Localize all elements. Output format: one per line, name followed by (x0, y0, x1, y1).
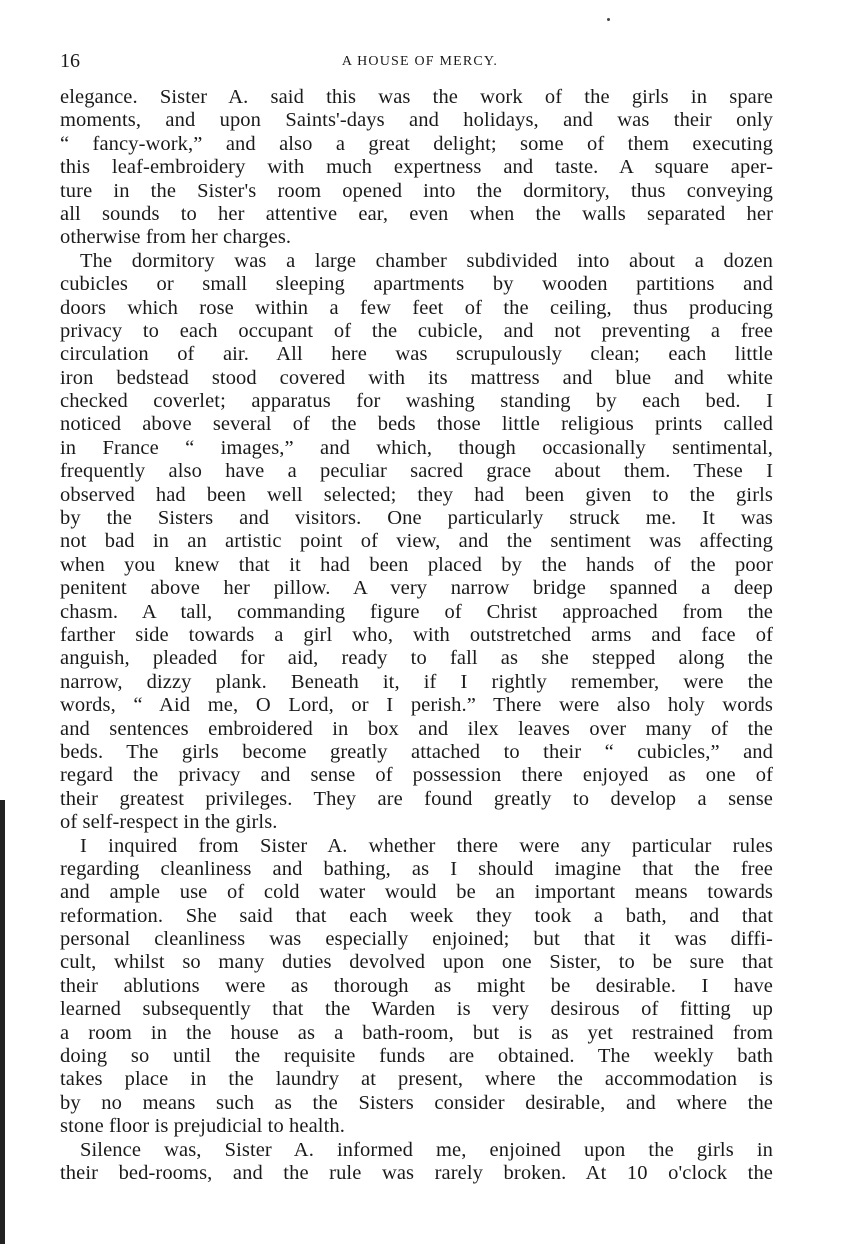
text-line: doors which rose within a few feet of the ceiling, thus producing (60, 296, 773, 319)
text-line: elegance. Sister A. said this was the work of the girls in spare (60, 86, 773, 108)
text-line: and sentences embroidered in box and ilex leaves over many of the (60, 717, 773, 740)
text-line: and ample use of cold water would be an important means towards (60, 881, 773, 904)
text-line: when you knew that it had been placed by the hands of the poor (60, 553, 773, 576)
text-line: checked coverlet; apparatus for washing standing by each bed. I (60, 390, 773, 413)
page-number: 16 (60, 50, 80, 72)
running-head: A HOUSE OF MERCY. (341, 54, 499, 69)
text-line: beds. The girls become greatly attached to their “ cubicles,” and (60, 740, 773, 763)
text-line: chasm. A tall, commanding figure of Christ approached from the (60, 600, 773, 623)
text-line: doing so until the requisite funds are obtained. The weekly bath (60, 1045, 773, 1068)
text-line: farther side towards a girl who, with outstretched arms and face of (60, 623, 773, 646)
text-line: noticed above several of the beds those little religious prints called (60, 413, 773, 436)
text-line: stone floor is prejudicial to health. (60, 1115, 345, 1138)
text-line: Silence was, Sister A. informed me, enjoined upon the girls in (80, 1138, 773, 1161)
text-line: by the Sisters and visitors. One particularly struck me. It was (60, 507, 773, 530)
text-line: “ fancy-work,” and also a great delight; some of them executing (60, 132, 773, 155)
text-line: their bed-rooms, and the rule was rarely broken. At 10 o'clock the (60, 1161, 773, 1184)
text-line: by no means such as the Sisters consider desirable, and where the (60, 1091, 773, 1114)
page-header (60, 50, 780, 74)
text-line: cult, whilst so many duties devolved upon one Sister, to be sure that (60, 951, 773, 974)
body-text (60, 86, 773, 1185)
text-line: narrow, dizzy plank. Beneath it, if I rightly remember, were the (60, 670, 773, 693)
page-edge-shadow (0, 800, 5, 1244)
text-line: ture in the Sister's room opened into the dormitory, thus conveying (60, 179, 773, 202)
text-line: this leaf-embroidery with much expertness and taste. A square aper- (60, 156, 773, 179)
text-line: privacy to each occupant of the cubicle, and not preventing a free (60, 319, 773, 342)
text-line: a room in the house as a bath-room, but is as yet restrained from (60, 1021, 773, 1044)
text-line: takes place in the laundry at present, where the accommodation is (60, 1068, 773, 1091)
text-line: their greatest privileges. They are found greatly to develop a sense (60, 787, 773, 810)
text-line: cubicles or small sleeping apartments by wooden partitions and (60, 273, 773, 296)
text-line: learned subsequently that the Warden is very desirous of fitting up (60, 998, 773, 1021)
text-line: penitent above her pillow. A very narrow bridge spanned a deep (60, 577, 773, 600)
text-line: frequently also have a peculiar sacred grace about them. These I (60, 460, 773, 483)
text-line: reformation. She said that each week they took a bath, and that (60, 904, 773, 927)
text-line: words, “ Aid me, O Lord, or I perish.” There were also holy words (60, 694, 773, 717)
text-line: in France “ images,” and which, though occasionally sentimental, (60, 436, 773, 459)
text-line: regarding cleanliness and bathing, as I should imagine that the free (60, 857, 773, 880)
text-line: not bad in an artistic point of view, and the sentiment was affecting (60, 530, 773, 553)
text-line: all sounds to her attentive ear, even when the walls separated her (60, 202, 773, 225)
text-line: their ablutions were as thorough as might be desirable. I have (60, 974, 773, 997)
print-speck (607, 18, 610, 21)
text-line: circulation of air. All here was scrupulously clean; each little (60, 343, 773, 366)
text-line: of self-respect in the girls. (60, 811, 278, 834)
text-line: iron bedstead stood covered with its mattress and blue and white (60, 366, 773, 389)
text-line: regard the privacy and sense of possession there enjoyed as one of (60, 764, 773, 787)
text-line: anguish, pleaded for aid, ready to fall as she stepped along the (60, 647, 773, 670)
text-line: I inquired from Sister A. whether there were any particular rules (80, 834, 773, 857)
text-line: observed had been well selected; they had been given to the girls (60, 483, 773, 506)
text-line: moments, and upon Saints'-days and holidays, and was their only (60, 109, 773, 132)
text-line: personal cleanliness was especially enjoined; but that it was diffi- (60, 928, 773, 951)
text-line: otherwise from her charges. (60, 226, 292, 249)
text-line: The dormitory was a large chamber subdivided into about a dozen (80, 249, 773, 272)
